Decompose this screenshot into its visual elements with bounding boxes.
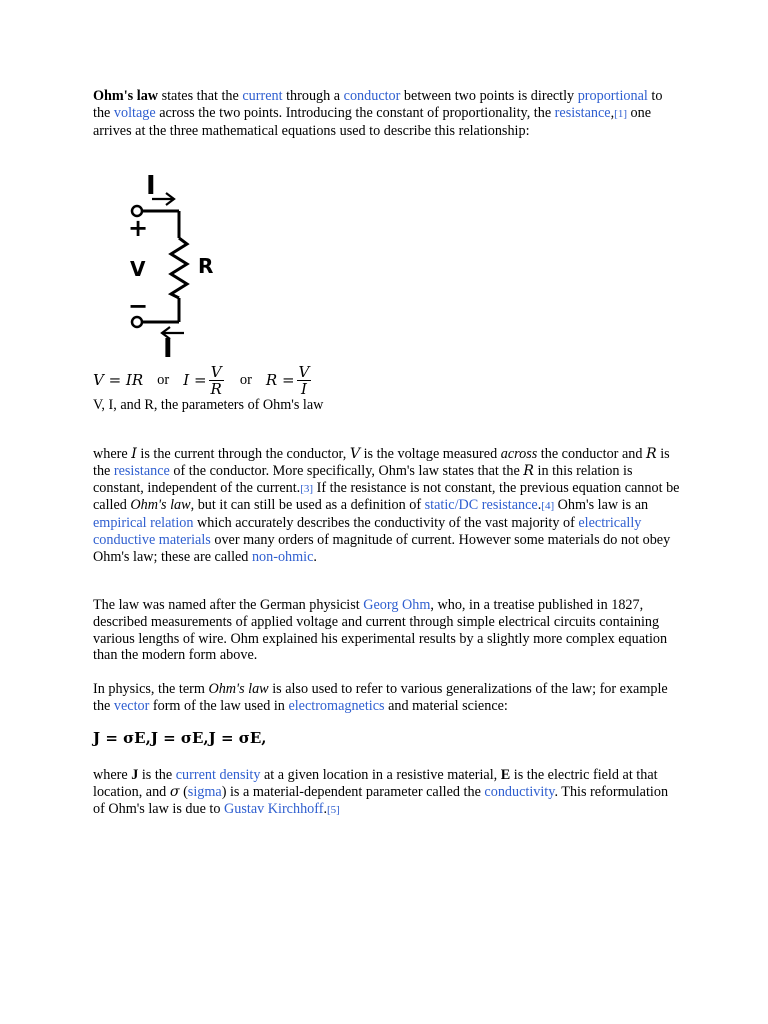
equation-i-lhs: I = [183,370,207,389]
text: through a [282,88,344,104]
emphasis-ohms-law: Ohm's law [130,497,191,514]
text: in this relation is constant, independent of the current. [93,462,633,496]
resistor-symbol [171,238,187,298]
text: The law was named after the German physicist [93,597,364,613]
current-density-paragraph [93,767,683,818]
link-georg-ohm[interactable]: Georg Ohm [363,597,431,613]
emphasis-across: across [500,446,538,462]
text: , who, in a treatise published in 1827, described measurements of applied voltage and current through simple electrical circuits containing various lengths of wire. Ohm explained his experimental results by a slightly more complex equation than the modern form above. [93,597,668,664]
vector-ohms-law-equation [93,730,266,748]
ref-4[interactable]: [4] [541,500,555,513]
text: . [323,800,328,817]
text: is the voltage measured [360,446,501,462]
text: one arrives at the three mathematical equations used to describe this relationship: [93,104,652,139]
circuit-label-plus: + [128,214,149,242]
equation-v-ir: V = IR [93,370,144,389]
fraction-denominator: R [210,379,222,398]
text: which accurately describes the conductivity of the vast majority of [193,515,579,532]
link-empirical-relation[interactable]: empirical relation [93,515,194,532]
ohms-law-circuit-diagram [120,168,230,360]
link-gustav-kirchhoff[interactable]: Gustav Kirchhoff [224,800,324,817]
text: the conductor and [537,446,646,462]
text: form of the law used in [149,697,289,714]
text: ) is a material-dependent parameter called the [221,783,485,800]
math-v: V [349,446,361,462]
text: to the [93,88,663,121]
text: is the current through the conductor, [136,446,350,462]
text: and material science: [384,697,508,714]
text: is also used to refer to various generalizations of the law; for example the [93,681,668,714]
link-proportional[interactable]: proportional [577,88,648,104]
intro-paragraph [93,88,683,139]
ref-5[interactable]: [5] [327,803,340,816]
text: . [313,548,317,565]
text: at a given location in a resistive material, [260,767,501,783]
equation-r-lhs: R = [265,370,295,389]
bold-e: E [500,767,511,783]
link-voltage[interactable]: voltage [113,104,156,121]
text: between two points is directly [400,88,578,104]
link-electromagnetics[interactable]: electromagnetics [288,697,385,714]
link-non-ohmic[interactable]: non-ohmic [251,548,314,565]
definition-paragraph [93,446,683,566]
math-r: R [645,446,657,462]
ref-1[interactable]: [1] [614,107,627,120]
link-conductivity[interactable]: conductivity [484,783,555,800]
link-resistance[interactable]: resistance [554,104,611,121]
link-current-density[interactable]: current density [175,767,261,783]
math-r: R [523,462,534,479]
link-vector[interactable]: vector [113,697,150,714]
or-text: or [157,371,170,388]
math-i: I [131,446,137,462]
term-ohms-law: Ohm's law [93,88,159,104]
text: is the [93,446,670,479]
text: , [610,104,615,121]
fraction-denominator: I [301,379,307,398]
ref-3[interactable]: [3] [300,482,314,495]
link-conductor[interactable]: conductor [343,88,401,104]
circuit-label-i-top: I [146,171,156,201]
figure-caption: V, I, and R, the parameters of Ohm's law [93,397,324,413]
circuit-label-minus: − [128,292,149,320]
link-current[interactable]: current [242,88,283,104]
emphasis-ohms-law: Ohm's law [208,681,269,697]
link-electrically-conductive-materials[interactable]: electrically conductive materials [93,515,642,548]
text: In physics, the term [93,681,209,697]
or-text: or [239,371,252,388]
math-sigma: σ [169,783,180,800]
text: , but it can still be used as a definition of [190,497,425,514]
circuit-label-r: R [198,254,214,278]
link-static-dc-resistance[interactable]: static/DC resistance [424,497,538,514]
circuit-label-i-bottom: I [163,334,173,360]
text: . [537,497,542,514]
text: ( [179,783,188,800]
text: If the resistance is not constant, the previous equation cannot be called [93,479,680,514]
history-paragraph [93,597,683,664]
text: states that the [158,88,243,104]
fraction-numerator: V [210,362,222,381]
text: is the [138,767,176,783]
text: over many orders of magnitude of current. However some materials do not obey Ohm's law; these are called [93,531,671,565]
generalization-paragraph [93,681,683,715]
bold-j: J [131,767,139,783]
fraction-v-over-r [209,364,224,397]
fraction-numerator: V [298,362,310,381]
text: of the conductor. More specifically, Ohm's law states that the [169,462,524,479]
text: . This reformulation of Ohm's law is due to [93,783,669,817]
fraction-v-over-i [297,364,312,397]
text: where [93,767,132,783]
link-resistance-2[interactable]: resistance [113,462,170,479]
text: across the two points. Introducing the constant of proportionality, the [155,104,555,121]
text: is the electric field at that location, and [93,767,658,800]
text: Ohm's law is an [554,497,649,514]
ohms-law-equations [93,362,313,398]
circuit-label-v: V [130,257,146,281]
link-sigma[interactable]: sigma [187,783,222,800]
text: where [93,446,132,462]
equation-j-sigma-e: J = σE,J = σE,J = σE, [93,729,267,747]
